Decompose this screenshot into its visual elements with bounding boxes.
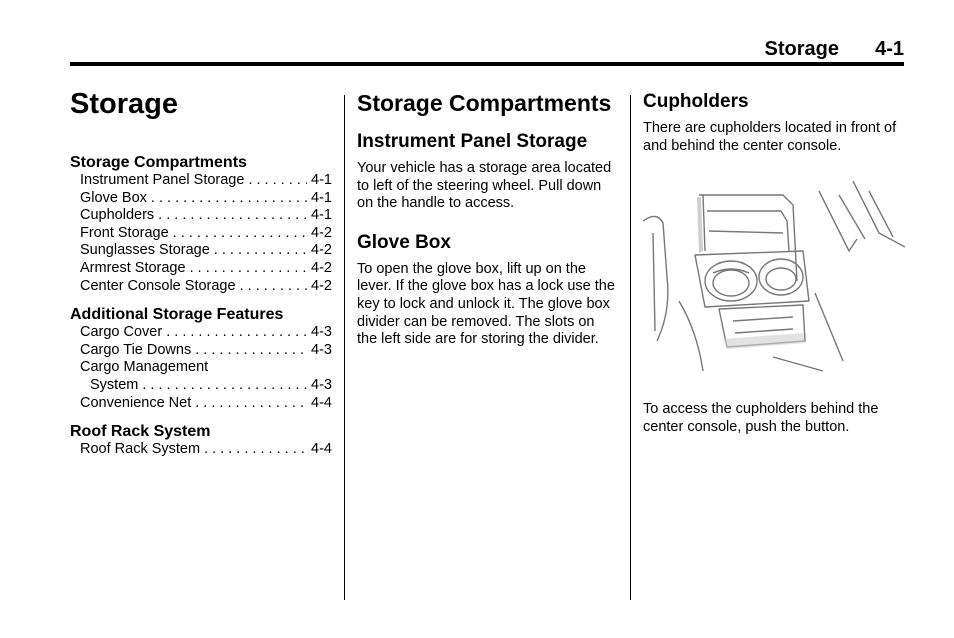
toc-leader xyxy=(166,324,307,342)
header-section-title: Storage xyxy=(764,38,839,60)
toc-entry-label: Cargo Cover xyxy=(80,324,163,341)
toc-entry[interactable] xyxy=(70,395,332,413)
toc-entry-label: Glove Box xyxy=(80,189,147,206)
toc-entry-page: 4-1 xyxy=(311,189,332,206)
toc-leader xyxy=(190,260,307,278)
toc-entry[interactable] xyxy=(70,278,332,296)
toc-entry-label: Center Console Storage xyxy=(80,277,236,294)
section-title: Storage Compartments xyxy=(357,90,612,116)
toc-heading[interactable]: Additional Storage Features xyxy=(70,306,284,324)
toc-entry-page: 4-2 xyxy=(311,277,332,294)
toc-entry-page: 4-2 xyxy=(311,259,332,276)
toc-leader xyxy=(214,242,307,260)
toc-entry-label: Front Storage xyxy=(80,224,169,241)
toc-entry[interactable] xyxy=(70,342,332,360)
chapter-title: Storage xyxy=(70,88,178,120)
body-paragraph: There are cupholders located in front of and behind the center console. xyxy=(643,120,897,154)
toc-leader xyxy=(195,395,307,413)
header-page-number: 4-1 xyxy=(875,38,904,60)
toc-leader xyxy=(151,190,307,208)
subsection-heading: Instrument Panel Storage xyxy=(357,131,588,152)
toc-entry[interactable] xyxy=(70,260,332,278)
toc-entry[interactable] xyxy=(70,324,332,342)
toc-group xyxy=(70,153,332,295)
toc-entry-label: Instrument Panel Storage xyxy=(80,172,245,188)
toc-entry-page: 4-4 xyxy=(311,394,332,411)
toc-entry[interactable] xyxy=(70,172,332,190)
toc-leader xyxy=(142,377,307,395)
toc-heading[interactable]: Roof Rack System xyxy=(70,423,211,441)
column-divider xyxy=(630,95,631,600)
toc-entry-label: Sunglasses Storage xyxy=(80,242,210,259)
subsection-heading: Glove Box xyxy=(357,231,451,253)
toc-entry[interactable] xyxy=(70,242,332,260)
toc-entry-label: Armrest Storage xyxy=(80,259,186,276)
toc-entry-label: Roof Rack System xyxy=(80,441,201,458)
content-column xyxy=(643,90,905,454)
toc-entry[interactable] xyxy=(70,190,332,208)
toc-entry-page: 4-1 xyxy=(311,172,332,188)
cupholder-illustration-drawing xyxy=(643,181,905,381)
toc-group xyxy=(70,305,332,412)
toc-leader xyxy=(240,278,307,296)
toc-column xyxy=(70,88,332,469)
page-header xyxy=(70,38,904,66)
toc-entry-label[interactable]: Cargo Management xyxy=(80,359,209,376)
body-paragraph: Your vehicle has a storage area located to left of the steering wheel. Pull down on the handle to access. xyxy=(357,160,612,212)
toc-entry[interactable] xyxy=(70,225,332,243)
toc-heading[interactable]: Storage Compartments xyxy=(70,154,247,171)
toc-entry-label: Cargo Tie Downs xyxy=(80,341,192,358)
toc-entry-page: 4-1 xyxy=(311,207,332,224)
toc-entry-label: System xyxy=(90,376,139,393)
toc-leader xyxy=(248,172,307,190)
toc-entry[interactable] xyxy=(70,207,332,225)
toc-entry-label: Cupholders xyxy=(80,207,155,224)
toc-leader xyxy=(195,342,307,360)
toc-leader xyxy=(173,225,307,243)
toc-entry-page: 4-4 xyxy=(311,441,332,458)
toc-leader xyxy=(204,441,307,459)
toc-entry-page: 4-2 xyxy=(311,242,332,259)
content-column xyxy=(357,90,617,367)
toc-entry[interactable] xyxy=(70,441,332,459)
body-paragraph: To access the cupholders behind the center console, push the button. xyxy=(643,401,879,435)
toc-entry-label: Convenience Net xyxy=(80,394,192,411)
subsection-heading: Cupholders xyxy=(643,91,749,112)
cupholder-illustration xyxy=(643,181,905,381)
toc-leader xyxy=(158,207,307,225)
toc-entry-page: 4-3 xyxy=(311,376,332,393)
toc-group xyxy=(70,422,332,459)
body-paragraph: To open the glove box, lift up on the lever. If the glove box has a lock use the key to lock and unlock it. The glove box divider can be removed. The slots on the left side are for storing the divider. xyxy=(357,260,615,348)
column-divider xyxy=(344,95,345,600)
toc-entry-page: 4-2 xyxy=(311,224,332,241)
toc-entry[interactable] xyxy=(70,377,332,395)
toc-entry-page: 4-3 xyxy=(311,324,332,341)
toc-entry-page: 4-3 xyxy=(311,341,332,358)
